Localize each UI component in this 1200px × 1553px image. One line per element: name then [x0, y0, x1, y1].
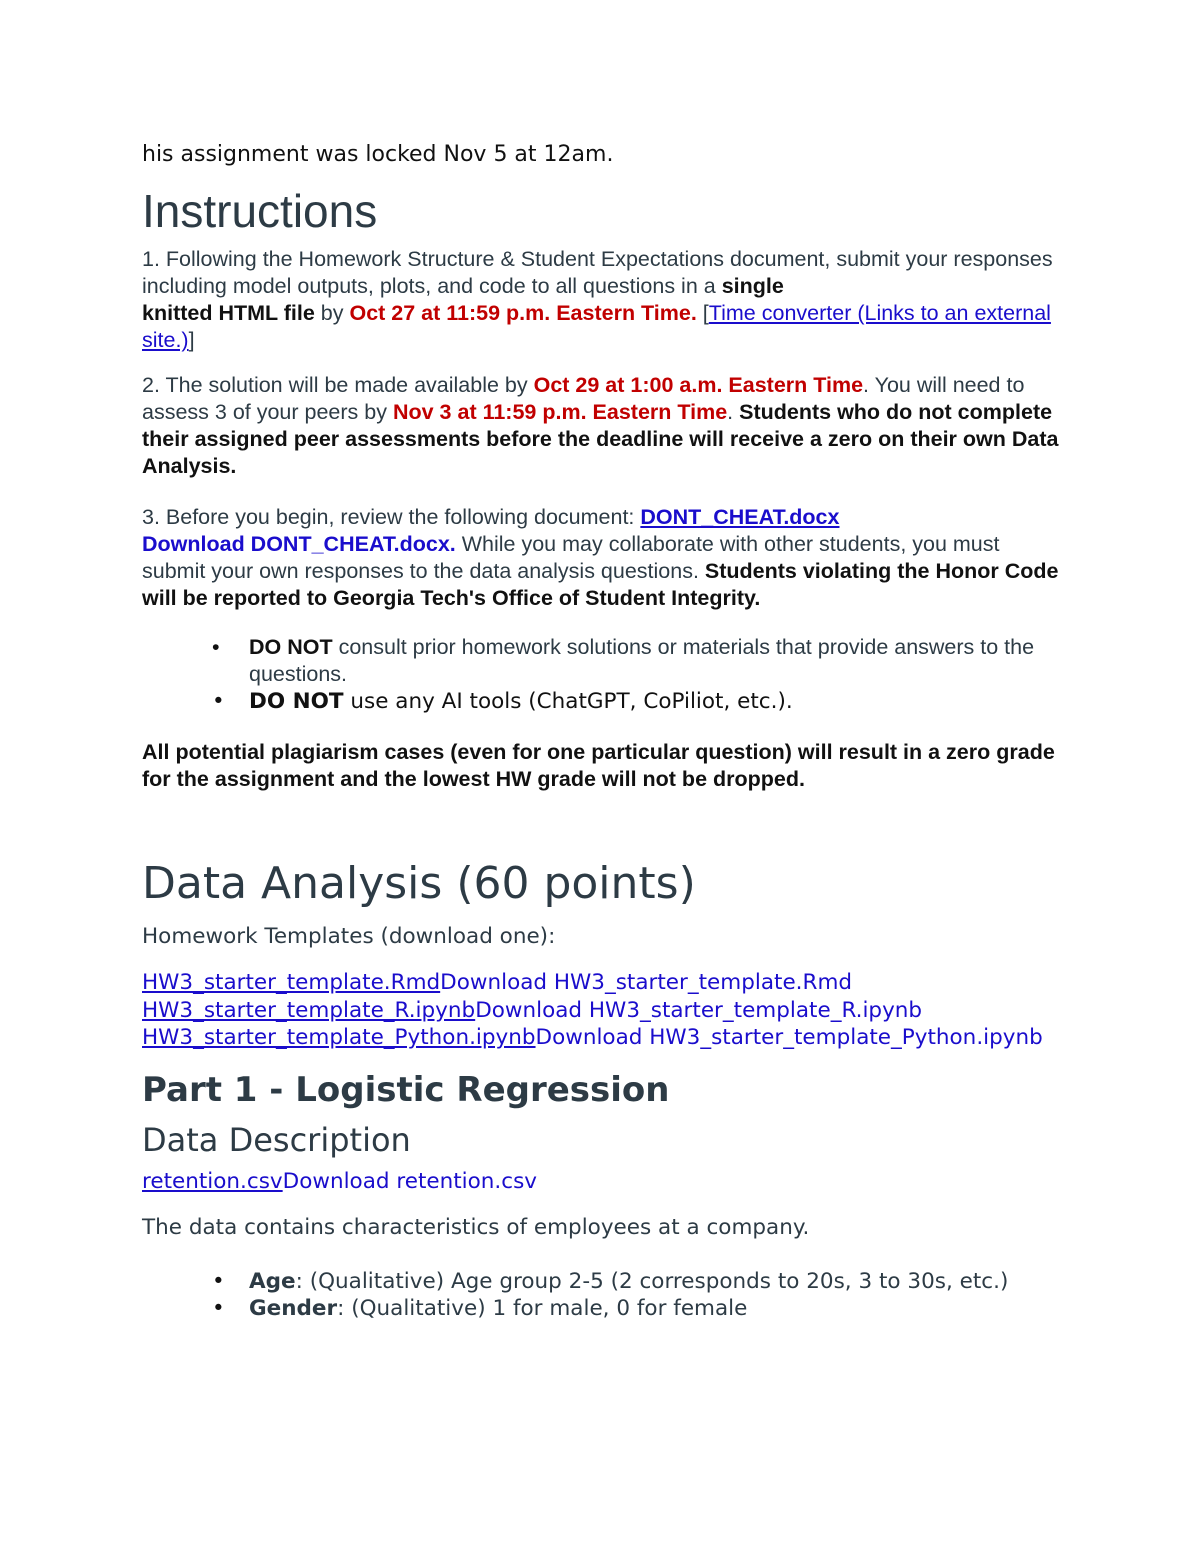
honor-code-warning: Students violating the Honor Code will be reported to Georgia Tech's Office of Student Integrity. — [142, 559, 1059, 610]
csv-links — [142, 1168, 1062, 1196]
part1-heading: Part 1 - Logistic Regression — [142, 1069, 670, 1110]
single-label: single — [721, 274, 784, 298]
bullet-icon: • — [212, 1296, 225, 1321]
instruction-item-1: 1. Following the Homework Structure & Student Expectations document, submit your responses including model outputs, plots, and code to all questions in a single knitted HTML file by Oct 27 at 11:59 p.m. Eastern Time. [Time converter (Links to an external site.)] — [142, 247, 1053, 352]
dont-cheat-download-link[interactable]: Download DONT_CHEAT.docx. — [142, 532, 456, 556]
solution-date: Oct 29 at 1:00 a.m. Eastern Time — [533, 373, 864, 397]
retention-csv-link[interactable]: retention.csv — [142, 1168, 283, 1194]
template-rmd-download[interactable]: Download HW3_starter_template.Rmd — [440, 970, 853, 995]
document-page — [142, 140, 1062, 1323]
peer-review-deadline: Nov 3 at 11:59 p.m. Eastern Time — [392, 400, 728, 424]
rules-list — [142, 634, 1062, 715]
data-description-text: The data contains characteristics of employees at a company. — [142, 1214, 810, 1240]
template-rmd-link[interactable]: HW3_starter_template.Rmd — [142, 970, 441, 995]
data-description-heading: Data Description — [142, 1120, 411, 1159]
template-python-ipynb-link[interactable]: HW3_starter_template_Python.ipynb — [142, 1025, 536, 1050]
plagiarism-warning: All potential plagiarism cases (even for one particular question) will result in a zero grade for the assignment and the lowest HW grade will not be dropped. — [142, 740, 1055, 791]
template-r-ipynb-download[interactable]: Download HW3_starter_template_R.ipynb — [475, 997, 923, 1023]
data-analysis-heading: Data Analysis (60 points) — [142, 858, 696, 909]
bullet-icon: • — [212, 635, 220, 659]
knitted-html-label: knitted HTML file — [142, 301, 315, 325]
list-item: • Age: (Qualitative) Age group 2-5 (2 corresponds to 20s, 3 to 30s, etc.) — [212, 1268, 1009, 1294]
instruction-item-2: 2. The solution will be made available by Oct 29 at 1:00 a.m. Eastern Time. You will need to assess 3 of your peers by Nov 3 at 11:59 p.m. Eastern Time. Students who do not complete their assigned peer assessments before the deadline will receive a zero on their own Data Analysis. — [142, 373, 1059, 478]
time-converter-link[interactable]: Time converter (Links to an external site.) — [142, 301, 1051, 352]
peer-assessment-warning: Students who do not complete their assigned peer assessments before the deadline will receive a zero on their own Data Analysis. — [142, 400, 1059, 478]
retention-csv-download[interactable]: Download retention.csv — [282, 1168, 538, 1194]
list-item: • Gender: (Qualitative) 1 for male, 0 for female — [212, 1296, 748, 1321]
templates-label: Homework Templates (download one): — [142, 924, 556, 949]
bullet-icon: • — [212, 689, 225, 714]
variables-list — [142, 1268, 1062, 1323]
dont-cheat-doc-link[interactable]: DONT_CHEAT.docx — [640, 505, 840, 529]
instruction-item-3: 3. Before you begin, review the following document: DONT_CHEAT.docx Download DONT_CHEAT.docx. While you may collaborate with other students, you must submit your own responses to the data analysis questions. Students violating the Honor Code will be reported to Georgia Tech's Office of Student Integrity. — [142, 505, 1059, 610]
instructions-heading: Instructions — [142, 185, 378, 237]
bullet-icon: • — [212, 1268, 225, 1294]
template-r-ipynb-link[interactable]: HW3_starter_template_R.ipynb — [142, 997, 476, 1023]
template-links — [142, 969, 1062, 1052]
lock-notice: his assignment was locked Nov 5 at 12am. — [142, 142, 614, 167]
submission-deadline: Oct 27 at 11:59 p.m. Eastern Time. — [349, 301, 697, 325]
list-item: • DO NOT use any AI tools (ChatGPT, CoPiliot, etc.). — [212, 689, 793, 714]
list-item: • DO NOT consult prior homework solutions or materials that provide answers to the questions. — [212, 635, 1035, 686]
template-python-ipynb-download[interactable]: Download HW3_starter_template_Python.ipynb — [535, 1025, 1043, 1050]
